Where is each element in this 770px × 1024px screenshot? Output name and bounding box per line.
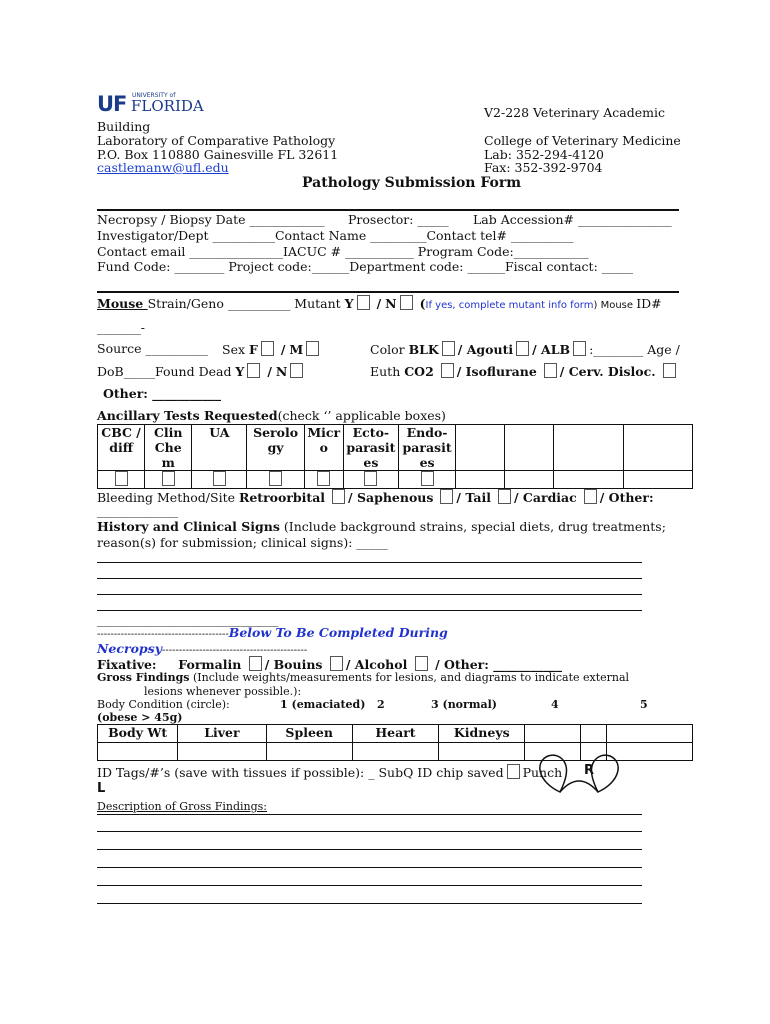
mutant-y-checkbox[interactable] <box>357 295 370 310</box>
dob-field: DoB_____Found Dead Y / N <box>97 363 306 379</box>
ancillary-label: Ancillary Tests Requested <box>97 408 278 423</box>
sex-f: F <box>248 342 258 357</box>
history-line[interactable] <box>97 578 642 579</box>
history-title: History and Clinical Signs <box>97 519 280 534</box>
test-cell: Endo- parasit es <box>398 425 455 471</box>
source-field[interactable]: Source __________ <box>97 341 208 356</box>
address-left-1: Building <box>97 119 151 134</box>
email-link[interactable]: castlemanw@ufl.edu <box>97 160 229 175</box>
sex-f-checkbox[interactable] <box>261 341 274 356</box>
organ-cell <box>581 725 606 743</box>
address-right-2: College of Veterinary Medicine <box>484 133 681 148</box>
address-left-2: Laboratory of Comparative Pathology <box>97 133 336 148</box>
description-line[interactable] <box>97 831 642 832</box>
test-cell <box>456 425 505 471</box>
bleed-other: / Other: <box>599 490 654 505</box>
test-cell <box>623 425 692 471</box>
history-row <box>97 519 666 534</box>
punch-label: Punch <box>522 765 563 780</box>
co2-checkbox[interactable] <box>441 363 454 378</box>
history-line[interactable] <box>97 610 642 611</box>
test-cell: Micr o <box>304 425 343 471</box>
history-note: (Include background strains, special diets, drug treatments; <box>279 519 666 534</box>
id-tags-row <box>97 764 562 780</box>
contact-email-row[interactable]: Contact email _______________IACUC # ___________ Program Code:____________ <box>97 244 589 259</box>
necropsy-title-2: Necropsy <box>97 641 162 656</box>
description-line[interactable] <box>97 867 642 868</box>
mutant-note: If yes, complete mutant info form <box>425 300 594 311</box>
dashes: --------------------------------------- <box>97 629 229 640</box>
euth-cerv: / Cerv. Disloc. <box>559 364 656 379</box>
id-tags-label: ID Tags/#’s (save with tissues if possible): _ SubQ ID chip saved <box>97 765 504 780</box>
address-left-3: P.O. Box 110880 Gainesville FL 32611 <box>97 147 339 162</box>
alb-checkbox[interactable] <box>573 341 586 356</box>
sex-m: M <box>289 342 304 357</box>
bc-5[interactable]: 5 <box>640 698 648 711</box>
fix-other[interactable]: / Other: ___________ <box>435 657 562 672</box>
gross-note2: lesions whenever possible.): <box>144 685 302 698</box>
found-dead-n-checkbox[interactable] <box>290 363 303 378</box>
bleeding-label: Bleeding Method/Site <box>97 490 239 505</box>
bouins-checkbox[interactable] <box>330 656 343 671</box>
fixative-label: Fixative: <box>97 657 157 672</box>
test-check-cell <box>505 471 554 489</box>
bleed-retro: Retroorbital <box>238 490 326 505</box>
organ-cell <box>525 725 581 743</box>
test-cell: Serolo gy <box>247 425 304 471</box>
history-note2[interactable]: reason(s) for submission; clinical signs): _____ <box>97 535 388 550</box>
blk-checkbox[interactable] <box>442 341 455 356</box>
color-blk: BLK <box>408 342 439 357</box>
found-dead-y-checkbox[interactable] <box>247 363 260 378</box>
description-line[interactable] <box>97 885 642 886</box>
test-checkbox[interactable] <box>421 471 434 486</box>
other-field[interactable]: Other: ___________ <box>103 386 222 401</box>
bleeding-other-blank[interactable]: _____________ <box>97 503 179 518</box>
history-last-blank[interactable]: _____________________________ <box>97 612 279 627</box>
mouse-row <box>97 295 662 311</box>
divider <box>97 291 679 293</box>
bleed-tail: / Tail <box>456 490 492 505</box>
organ-cell: Kidneys <box>439 725 525 743</box>
euth-iso: / Isoflurane <box>456 364 537 379</box>
description-line[interactable] <box>97 814 642 815</box>
found-dead-y: Y <box>235 364 245 379</box>
test-cell: Clin Che m <box>145 425 192 471</box>
tail-checkbox[interactable] <box>498 489 511 504</box>
euth-co2: CO2 <box>404 364 434 379</box>
test-checkbox[interactable] <box>115 471 128 486</box>
age-field[interactable]: :________ Age / <box>589 342 680 357</box>
test-checkbox[interactable] <box>317 471 330 486</box>
test-cell: Ecto- parasit es <box>343 425 398 471</box>
alcohol-checkbox[interactable] <box>415 656 428 671</box>
ancillary-table <box>97 424 693 489</box>
bc-1[interactable]: 1 (emaciated) <box>280 698 366 711</box>
gross-title: Gross Findings <box>97 671 190 684</box>
color-alb: / ALB <box>532 342 571 357</box>
bc-2[interactable]: 2 <box>377 698 385 711</box>
address-right-3: Lab: 352-294-4120 <box>484 147 604 162</box>
found-dead-n: N <box>275 364 288 379</box>
logo-florida: FLORIDA <box>131 97 204 115</box>
test-check-cell <box>304 471 343 489</box>
euth-label: Euth <box>370 364 405 379</box>
paren: ( <box>419 296 426 311</box>
test-check-cell <box>192 471 247 489</box>
bc-3[interactable]: 3 (normal) <box>431 698 497 711</box>
dob-label[interactable]: DoB_____Found Dead <box>97 364 236 379</box>
subq-checkbox[interactable] <box>507 764 520 779</box>
history-line[interactable] <box>97 562 642 563</box>
investigator-row[interactable]: Investigator/Dept __________Contact Name _________Contact tel# __________ <box>97 228 574 243</box>
formalin-checkbox[interactable] <box>249 656 262 671</box>
test-check-cell <box>398 471 455 489</box>
strain-field[interactable]: Strain/Geno __________ Mutant <box>147 296 345 311</box>
cerv-checkbox[interactable] <box>663 363 676 378</box>
test-checkbox[interactable] <box>269 471 282 486</box>
mutant-n-checkbox[interactable] <box>400 295 413 310</box>
sex-m-checkbox[interactable] <box>306 341 319 356</box>
description-label: Description of Gross Findings: <box>97 800 268 813</box>
ear-diagram-icon <box>534 752 624 798</box>
lab-accession-field[interactable]: Lab Accession# _______________ <box>473 212 672 227</box>
form-title: Pathology Submission Form <box>302 175 522 191</box>
logo-uf: UF <box>97 92 127 116</box>
necropsy-title-1: Below To Be Completed During <box>228 625 448 640</box>
fund-code-row[interactable]: Fund Code: ________ Project code:______Department code: ______Fiscal contact: _____ <box>97 259 634 274</box>
agouti-checkbox[interactable] <box>516 341 529 356</box>
description-line[interactable] <box>97 903 642 904</box>
mouse-id-blank[interactable]: _______- <box>97 320 145 335</box>
slash: / <box>376 296 382 311</box>
body-condition-label: Body Condition (circle): <box>97 698 230 711</box>
mouse-label: Mouse <box>97 296 148 311</box>
description-line[interactable] <box>97 849 642 850</box>
ancillary-title <box>97 408 446 423</box>
saph-checkbox[interactable] <box>440 489 453 504</box>
ancillary-note: (check ‘’ applicable boxes) <box>277 408 446 423</box>
organ-value[interactable] <box>178 743 266 761</box>
organ-cell: Spleen <box>266 725 352 743</box>
sex-field: Sex F / M <box>222 341 322 357</box>
address-right-4: Fax: 352-392-9704 <box>484 160 603 175</box>
organ-cell <box>606 725 692 743</box>
organ-cell: Heart <box>352 725 438 743</box>
fix-bouins: / Bouins <box>264 657 323 672</box>
test-checkbox[interactable] <box>162 471 175 486</box>
euth-field <box>370 363 679 379</box>
bleed-saph: / Saphenous <box>348 490 434 505</box>
gross-row <box>97 671 629 684</box>
test-check-cell <box>247 471 304 489</box>
divider <box>97 209 679 211</box>
iso-checkbox[interactable] <box>544 363 557 378</box>
test-check-cell <box>554 471 623 489</box>
color-field <box>370 341 680 357</box>
bleed-cardiac: / Cardiac <box>514 490 577 505</box>
organ-value[interactable] <box>98 743 178 761</box>
fix-formalin: Formalin <box>178 657 242 672</box>
test-cell: UA <box>192 425 247 471</box>
logo-univ: UNIVERSITY of <box>132 92 176 99</box>
test-cell <box>505 425 554 471</box>
cardiac-checkbox[interactable] <box>584 489 597 504</box>
mutant-y: Y <box>344 296 354 311</box>
mouse-id-label: ID# <box>636 296 662 311</box>
organ-value[interactable] <box>266 743 352 761</box>
test-checkbox[interactable] <box>213 471 226 486</box>
left-ear-label: L <box>97 781 106 796</box>
test-check-cell <box>145 471 192 489</box>
test-cell <box>554 425 623 471</box>
test-check-cell <box>456 471 505 489</box>
test-check-cell <box>98 471 145 489</box>
history-line[interactable] <box>97 594 642 595</box>
prosector-field[interactable]: Prosector: _____ <box>348 212 449 227</box>
mutant-close: ) Mouse <box>593 300 637 311</box>
bc-obese[interactable]: (obese > 45g) <box>97 711 183 724</box>
necropsy-date-field[interactable]: Necropsy / Biopsy Date ____________ <box>97 212 325 227</box>
necropsy-header <box>97 625 448 640</box>
retro-checkbox[interactable] <box>332 489 345 504</box>
address-right-1: V2-228 Veterinary Academic <box>484 105 665 120</box>
necropsy-header-2 <box>97 641 307 656</box>
mutant-n: N <box>385 296 397 311</box>
fixative-row <box>97 656 562 672</box>
organ-value[interactable] <box>439 743 525 761</box>
fix-alcohol: / Alcohol <box>345 657 408 672</box>
organ-cell: Body Wt <box>98 725 178 743</box>
sex-label: Sex <box>222 342 249 357</box>
bc-4[interactable]: 4 <box>551 698 559 711</box>
test-checkbox[interactable] <box>364 471 377 486</box>
organ-value[interactable] <box>352 743 438 761</box>
right-ear-label: R <box>584 763 595 778</box>
bleeding-row <box>97 489 654 505</box>
color-label: Color <box>370 342 409 357</box>
test-check-cell <box>343 471 398 489</box>
gross-note: (Include weights/measurements for lesions, and diagrams to indicate external <box>189 671 630 684</box>
color-agouti: / Agouti <box>457 342 514 357</box>
test-cell: CBC / diff <box>98 425 145 471</box>
organ-cell: Liver <box>178 725 266 743</box>
dashes: ------------------------------------------- <box>161 645 308 656</box>
test-check-cell <box>623 471 692 489</box>
